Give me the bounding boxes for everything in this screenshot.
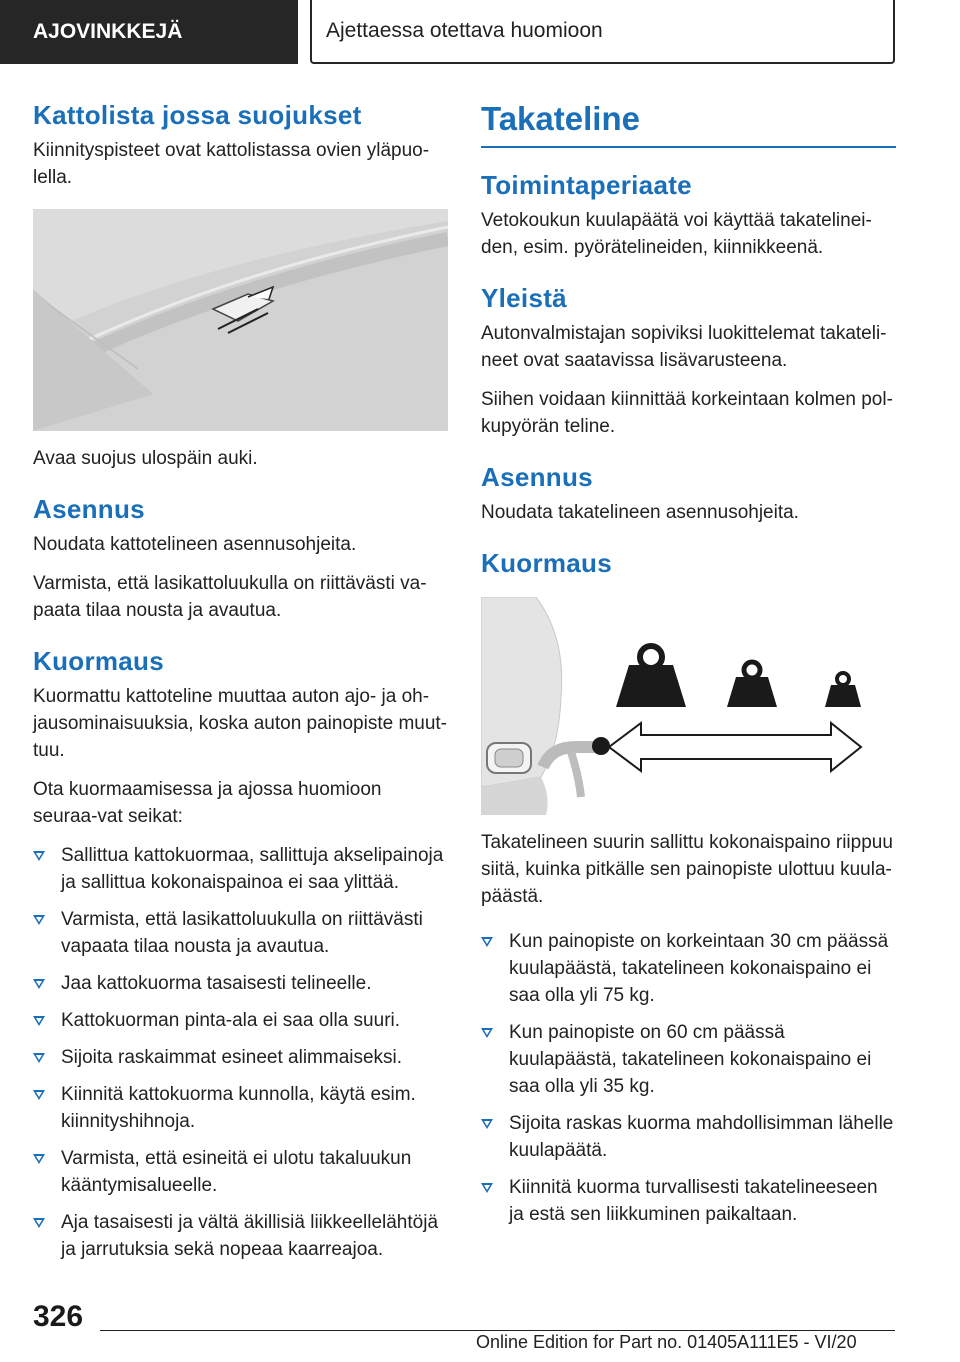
right-column <box>481 100 896 1238</box>
general-heading: Yleistä <box>481 283 567 313</box>
rear-rack-title: Takateline <box>481 100 896 148</box>
rear-load-list <box>481 928 896 1228</box>
bullet-triangle-icon <box>481 937 493 947</box>
list-item: Sijoita raskaimmat esineet alimmaiseksi. <box>33 1044 448 1071</box>
load-p2: Ota kuormaamisessa ja ajossa huomioon seuraa-vat seikat: <box>33 779 382 827</box>
bullet-triangle-icon <box>481 1183 493 1193</box>
install-p2: Varmista, että lasikattoluukulla on riittävästi va-paata tilaa nousta ja avautua. <box>33 573 427 621</box>
topic-tab: Ajettaessa otettava huomioon <box>310 0 895 64</box>
left-column <box>33 100 448 1273</box>
list-item: Varmista, että lasikattoluukulla on riittävästi vapaata tilaa nousta ja avautua. <box>33 906 448 960</box>
bullet-triangle-icon <box>481 1028 493 1038</box>
list-item: Jaa kattokuorma tasaisesti telineelle. <box>33 970 448 997</box>
roof-load-list <box>33 842 448 1263</box>
rear-install-text: Noudata takatelineen asennusohjeita. <box>481 502 799 523</box>
section-tab: AJOVINKKEJÄ <box>0 0 298 64</box>
list-item: Sallittua kattokuormaa, sallittuja akselipainoja ja sallittua kokonaispainoa ei saa ylittää. <box>33 842 448 896</box>
bullet-triangle-icon <box>33 979 45 989</box>
list-item: Kun painopiste on 60 cm päässä kuulapäästä, takatelineen kokonaispaino ei saa olla yli 35 kg. <box>481 1019 896 1100</box>
rear-load-heading: Kuormaus <box>481 548 612 578</box>
tow-hitch-load-illustration <box>481 597 896 815</box>
list-item: Varmista, että esineitä ei ulotu takaluukun kääntymisalueelle. <box>33 1145 448 1199</box>
bullet-triangle-icon <box>33 851 45 861</box>
edition-note: Online Edition for Part no. 01405A111E5 - VI/20 <box>476 1332 857 1352</box>
load-p1: Kuormattu kattoteline muuttaa auton ajo- ja oh-jausominaisuuksia, koska auton painopiste muut-tuu. <box>33 686 448 761</box>
install-heading: Asennus <box>33 494 145 524</box>
bullet-triangle-icon <box>33 1016 45 1026</box>
install-p1: Noudata kattotelineen asennusohjeita. <box>33 534 357 555</box>
principle-heading: Toimintaperiaate <box>481 170 692 200</box>
list-item: Kattokuorman pinta-ala ei saa olla suuri. <box>33 1007 448 1034</box>
bullet-triangle-icon <box>33 1090 45 1100</box>
roof-rail-cover-illustration <box>33 209 448 431</box>
rear-install-heading: Asennus <box>481 462 593 492</box>
footer-rule <box>100 1330 895 1331</box>
list-item: Aja tasaisesti ja vältä äkillisiä liikkeellelähtöjä ja jarrutuksia sekä nopeaa kaarreajoa. <box>33 1209 448 1263</box>
bullet-triangle-icon <box>33 1154 45 1164</box>
list-item: Kiinnitä kuorma turvallisesti takatelineeseen ja estä sen liikkuminen paikaltaan. <box>481 1174 896 1228</box>
rear-load-text: Takatelineen suurin sallittu kokonaispaino riippuu siitä, kuinka pitkälle sen painopiste ulottuu kuula-päästä. <box>481 832 893 907</box>
roof-rails-text: Kiinnityspisteet ovat kattolistassa ovien yläpuo-lella. <box>33 140 430 188</box>
list-item: Kun painopiste on korkeintaan 30 cm päässä kuulapäästä, takatelineen kokonaispaino ei saa olla yli 75 kg. <box>481 928 896 1009</box>
bullet-triangle-icon <box>33 1218 45 1228</box>
roof-rails-heading: Kattolista jossa suojukset <box>33 100 362 130</box>
bullet-triangle-icon <box>33 1053 45 1063</box>
principle-text: Vetokoukun kuulapäätä voi käyttää takatelinei-den, esim. pyörätelineiden, kiinnikkeenä. <box>481 210 872 258</box>
list-item: Sijoita raskas kuorma mahdollisimman lähelle kuulapäätä. <box>481 1110 896 1164</box>
load-heading: Kuormaus <box>33 646 164 676</box>
general-p1: Autonvalmistajan sopiviksi luokittelemat takateli-neet ovat saatavissa lisävarusteena. <box>481 323 887 371</box>
list-item: Kiinnitä kattokuorma kunnolla, käytä esim. kiinnityshihnoja. <box>33 1081 448 1135</box>
bullet-triangle-icon <box>33 915 45 925</box>
general-p2: Siihen voidaan kiinnittää korkeintaan kolmen pol-kupyörän teline. <box>481 389 893 437</box>
page-number: 326 <box>33 1300 84 1333</box>
figure-caption: Avaa suojus ulospäin auki. <box>33 448 258 469</box>
bullet-triangle-icon <box>481 1119 493 1129</box>
